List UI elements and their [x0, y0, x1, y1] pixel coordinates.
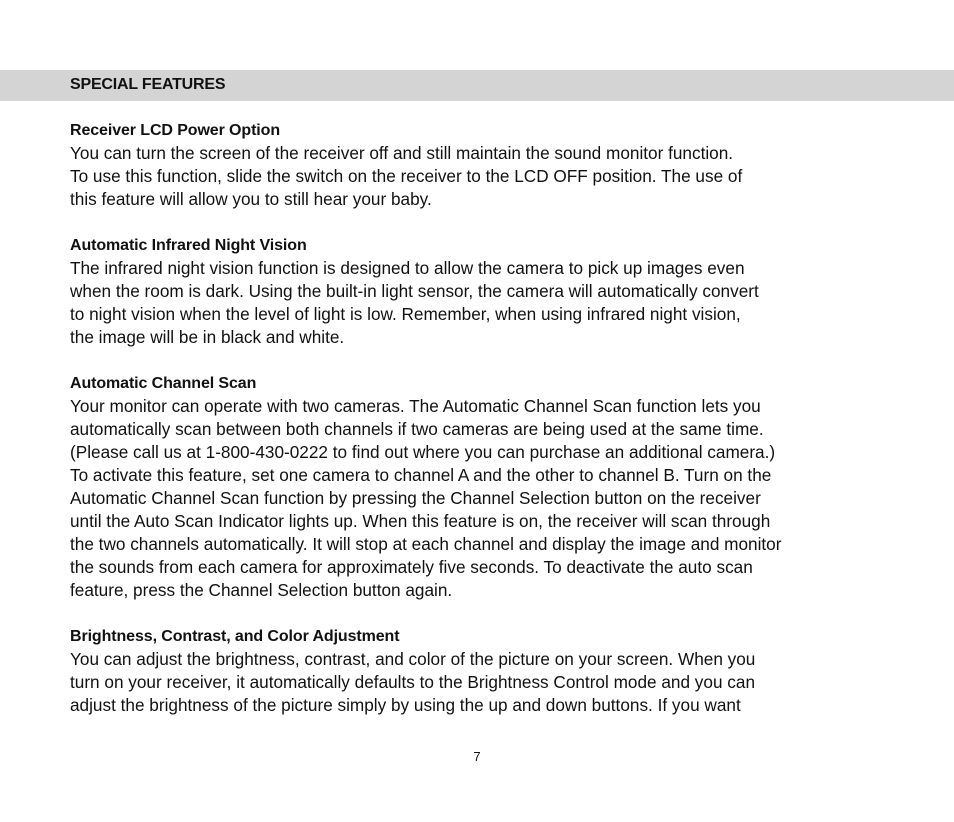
feature-text-line: You can turn the screen of the receiver off and still maintain the sound monitor function. — [70, 143, 734, 163]
feature-text-line: feature, press the Channel Selection button again. — [70, 580, 453, 600]
feature-text-line: this feature will allow you to still hear your baby. — [70, 189, 432, 209]
feature-text-line: (Please call us at 1-800-430-0222 to find out where you can purchase an additional camera.) — [70, 442, 776, 462]
feature-text-line: the two channels automatically. It will stop at each channel and display the image and monitor — [70, 534, 782, 554]
feature-text-line: To use this function, slide the switch on the receiver to the LCD OFF position. The use of — [70, 166, 743, 186]
feature-text-line: automatically scan between both channels if two cameras are being used at the same time. — [70, 419, 764, 439]
feature-text-line: To activate this feature, set one camera to channel A and the other to channel B. Turn on the — [70, 465, 772, 485]
feature-heading: Automatic Infrared Night Vision — [70, 237, 307, 254]
feature-text-line: when the room is dark. Using the built-in light sensor, the camera will automatically convert — [70, 281, 759, 301]
feature-text-line: Your monitor can operate with two cameras. The Automatic Channel Scan function lets you — [70, 396, 761, 416]
feature-section — [70, 372, 900, 602]
feature-section — [70, 119, 900, 211]
section-header-band — [0, 70, 954, 101]
page-number: 7 — [473, 749, 481, 764]
document-body — [70, 119, 900, 740]
feature-section — [70, 625, 900, 717]
feature-text-line: You can adjust the brightness, contrast, and color of the picture on your screen. When you — [70, 649, 756, 669]
feature-heading: Receiver LCD Power Option — [70, 122, 280, 139]
section-title: SPECIAL FEATURES — [70, 76, 226, 93]
feature-text-line: the sounds from each camera for approximately five seconds. To deactivate the auto scan — [70, 557, 753, 577]
feature-text-line: The infrared night vision function is designed to allow the camera to pick up images even — [70, 258, 745, 278]
feature-heading: Brightness, Contrast, and Color Adjustment — [70, 628, 400, 645]
feature-text-line: to night vision when the level of light is low. Remember, when using infrared night vision, — [70, 304, 741, 324]
feature-section — [70, 234, 900, 349]
feature-heading: Automatic Channel Scan — [70, 375, 257, 392]
feature-text-line: the image will be in black and white. — [70, 327, 345, 347]
feature-text-line: turn on your receiver, it automatically defaults to the Brightness Control mode and you can — [70, 672, 756, 692]
feature-text-line: adjust the brightness of the picture simply by using the up and down buttons. If you want — [70, 695, 741, 715]
feature-text-line: Automatic Channel Scan function by pressing the Channel Selection button on the receiver — [70, 488, 761, 508]
feature-text-line: until the Auto Scan Indicator lights up. When this feature is on, the receiver will scan through — [70, 511, 771, 531]
